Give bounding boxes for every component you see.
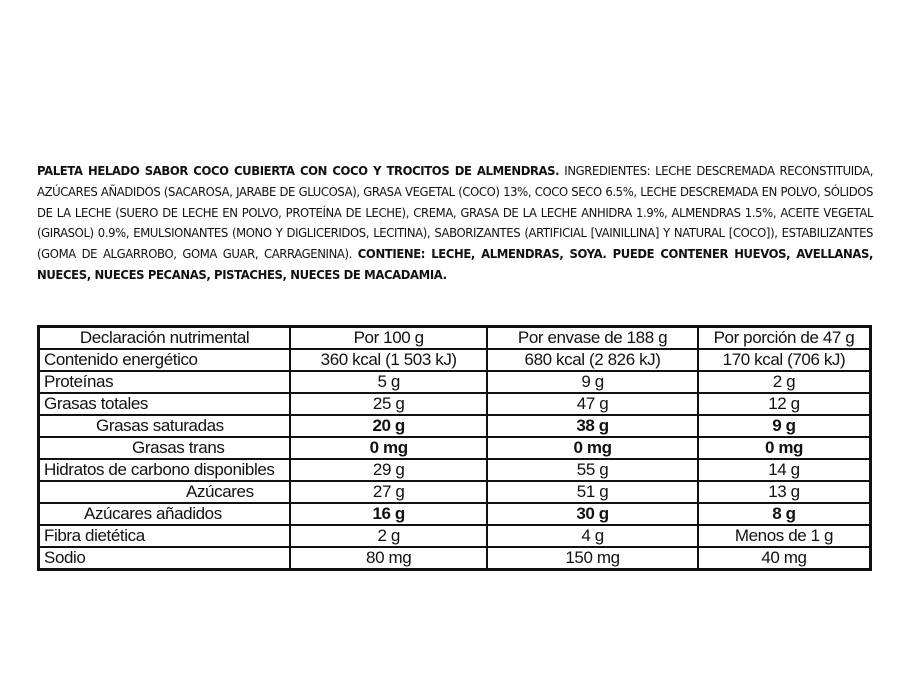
row-label: Hidratos de carbono disponibles — [39, 459, 291, 481]
row-label: Proteínas — [39, 371, 291, 393]
cell-per-envase: 51 g — [487, 481, 698, 503]
ingredients-paragraph — [37, 161, 873, 286]
cell-per-100g: 25 g — [290, 393, 487, 415]
cell-per-100g: 29 g — [290, 459, 487, 481]
cell-per-envase: 47 g — [487, 393, 698, 415]
table-row — [39, 481, 871, 503]
table-row — [39, 393, 871, 415]
nutrition-facts-table — [37, 325, 872, 571]
cell-per-porcion: 170 kcal (706 kJ) — [698, 349, 871, 371]
row-label: Grasas totales — [39, 393, 291, 415]
row-label: Contenido energético — [39, 349, 291, 371]
table-row — [39, 547, 871, 570]
table-row — [39, 371, 871, 393]
ingredients-list: INGREDIENTES: LECHE DESCREMADA RECONSTITUIDA, AZÚCARES AÑADIDOS (SACAROSA, JARABE DE GLUCOSA), GRASA VEGETAL (COCO) 13%, COCO SECO 6.5%, LECHE DESCREMADA EN POLVO, SÓLIDOS DE LA LECHE (SUERO DE LECHE EN POLVO, PROTEÍNA DE LECHE), CREMA, GRASA DE LA LECHE ANHIDRA 1.9%, ALMENDRAS 1.5%, ACEITE VEGETAL (GIRASOL) 0.9%, EMULSIONANTES (MONO Y DIGLICERIDOS, LECITINA), SABORIZANTES (ARTIFICIAL [VAINILLINA] Y NATURAL [COCO]), ESTABILIZANTES (GOMA DE ALGARROBO, GOMA GUAR, CARRAGENINA). — [37, 163, 874, 262]
allergen-statement: CONTIENE: LECHE, ALMENDRAS, SOYA. PUEDE CONTENER HUEVOS, AVELLANAS, NUECES, NUECES PECANAS, PISTACHES, NUECES DE MACADAMIA. — [37, 246, 874, 282]
header-per-porcion: Por porción de 47 g — [698, 327, 871, 350]
cell-per-porcion: 12 g — [698, 393, 871, 415]
cell-per-envase: 680 kcal (2 826 kJ) — [487, 349, 698, 371]
cell-per-envase: 0 mg — [487, 437, 698, 459]
table-row — [39, 437, 871, 459]
cell-per-100g: 16 g — [290, 503, 487, 525]
row-label: Grasas trans — [39, 437, 291, 459]
row-label: Grasas saturadas — [39, 415, 291, 437]
cell-per-envase: 55 g — [487, 459, 698, 481]
table-row — [39, 503, 871, 525]
cell-per-porcion: 2 g — [698, 371, 871, 393]
cell-per-porcion: 8 g — [698, 503, 871, 525]
cell-per-porcion: 14 g — [698, 459, 871, 481]
row-label: Azúcares — [39, 481, 291, 503]
table-row — [39, 459, 871, 481]
header-per-envase: Por envase de 188 g — [487, 327, 698, 350]
cell-per-porcion: 0 mg — [698, 437, 871, 459]
cell-per-porcion: 9 g — [698, 415, 871, 437]
table-row — [39, 525, 871, 547]
product-title: PALETA HELADO SABOR COCO CUBIERTA CON COCO Y TROCITOS DE ALMENDRAS. — [37, 163, 560, 178]
cell-per-100g: 80 mg — [290, 547, 487, 570]
cell-per-envase: 9 g — [487, 371, 698, 393]
cell-per-100g: 5 g — [290, 371, 487, 393]
cell-per-envase: 150 mg — [487, 547, 698, 570]
row-label: Fibra dietética — [39, 525, 291, 547]
cell-per-100g: 2 g — [290, 525, 487, 547]
table-header-row — [39, 327, 871, 350]
cell-per-envase: 38 g — [487, 415, 698, 437]
cell-per-100g: 27 g — [290, 481, 487, 503]
cell-per-100g: 360 kcal (1 503 kJ) — [290, 349, 487, 371]
table-row — [39, 415, 871, 437]
cell-per-porcion: Menos de 1 g — [698, 525, 871, 547]
cell-per-porcion: 40 mg — [698, 547, 871, 570]
header-declaracion: Declaración nutrimental — [39, 327, 291, 350]
cell-per-100g: 0 mg — [290, 437, 487, 459]
cell-per-envase: 4 g — [487, 525, 698, 547]
header-per-100g: Por 100 g — [290, 327, 487, 350]
cell-per-envase: 30 g — [487, 503, 698, 525]
row-label: Sodio — [39, 547, 291, 570]
cell-per-100g: 20 g — [290, 415, 487, 437]
table-row — [39, 349, 871, 371]
row-label: Azúcares añadidos — [39, 503, 291, 525]
cell-per-porcion: 13 g — [698, 481, 871, 503]
